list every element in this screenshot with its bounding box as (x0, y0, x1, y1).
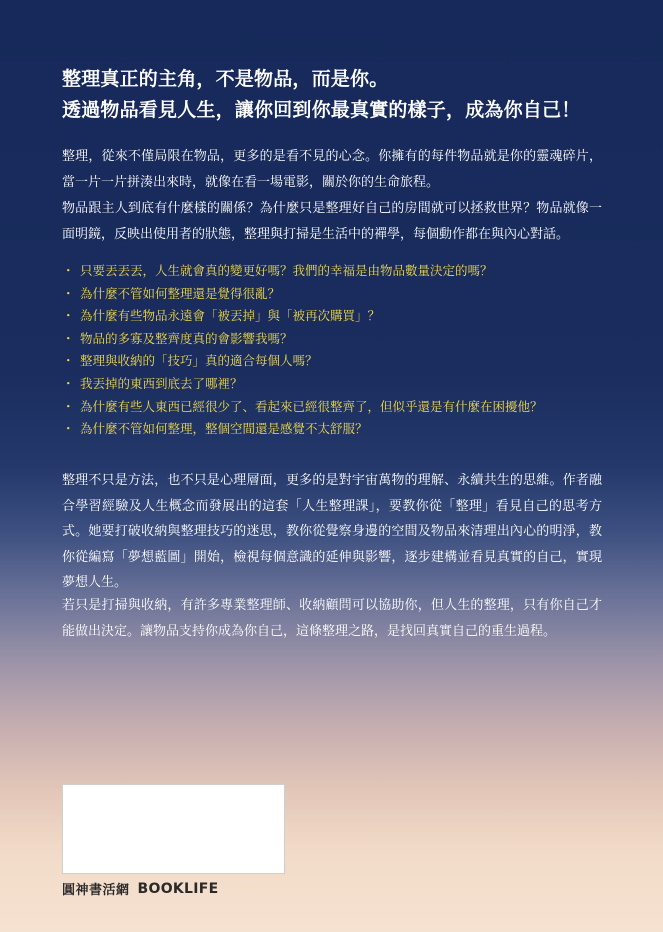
headline-line-1: 整理真正的主角，不是物品，而是你。 (62, 68, 389, 90)
bullet-dot: ・ (62, 421, 75, 437)
question-item: ・ 為什麼不管如何整理，整個空間還是感覺不太舒服？ (62, 418, 622, 441)
headline (62, 64, 622, 126)
question-list (62, 260, 622, 441)
intro-paragraph: 整理，從來不僅局限在物品，更多的是看不見的心念。你擁有的每件物品就是你的靈魂碎片，當一片一片拼湊出來時，就像在看一場電影，關於你的生命旅程。 (62, 149, 602, 190)
relationship-paragraph: 物品跟主人到底有什麼樣的關係？為什麼只是整理好自己的房間就可以拯救世界？物品就像一面明鏡，反映出使用者的狀態，整理與打掃是生活中的禪學，每個動作都在與內心對話。 (62, 201, 602, 242)
method-paragraph: 整理不只是方法，也不只是心理層面，更多的是對宇宙萬物的理解、永續共生的思維。作者融合學習經驗及人生概念而發展出的這套「人生整理課」，要教你從「整理」看見自己的思考方式。她要打破收納與整理技巧的迷思，教你從覺察身邊的空間及物品來清理出內心的明淨，教你從編寫「夢想藍圖」開始，檢視每個意識的延伸與影響，逐步建構並看見真實的自己，實現夢想人生。 (62, 473, 602, 590)
bullet-dot: ・ (62, 263, 75, 278)
bullet-dot: ・ (62, 330, 75, 346)
question-item: ・ 為什麼不管如何整理還是覺得很亂？ (62, 283, 622, 306)
question-item: ・ 只要丟丟丟，人生就會真的變更好嗎？我們的幸福是由物品數量決定的嗎？ (62, 260, 622, 283)
publisher-name-cn: 圓神書活網 (62, 883, 130, 898)
publisher-logo (62, 879, 219, 898)
barcode-placeholder-box (62, 784, 285, 874)
headline-line-2: 透過物品看見人生，讓你回到你最真實的樣子，成為你自己！ (62, 99, 581, 121)
bullet-dot: ・ (62, 375, 75, 391)
question-item: ・ 我丟掉的東西到底去了哪裡？ (62, 373, 622, 396)
bullet-dot: ・ (62, 353, 75, 369)
bullet-dot: ・ (62, 308, 75, 324)
bullet-dot: ・ (62, 398, 75, 414)
closing-paragraph: 若只是打掃與收納，有許多專業整理師、收納顧問可以協助你，但人生的整理，只有你自己才能做出決定。讓物品支持你成為你自己，這條整理之路，是找回真實自己的重生過程。 (62, 598, 602, 639)
bullet-dot: ・ (62, 285, 75, 301)
question-item: ・ 為什麼有些物品永遠會「被丟掉」與「被再次購買」？ (62, 305, 622, 328)
question-item: ・ 物品的多寡及整齊度真的會影響我嗎？ (62, 328, 622, 351)
question-item: ・ 為什麼有些人東西已經很少了、看起來已經很整齊了，但似乎還是有什麼在困擾他？ (62, 396, 622, 419)
publisher-name-en: BOOKLIFE (137, 880, 219, 897)
question-item: ・ 整理與收納的「技巧」真的適合每個人嗎？ (62, 350, 622, 373)
